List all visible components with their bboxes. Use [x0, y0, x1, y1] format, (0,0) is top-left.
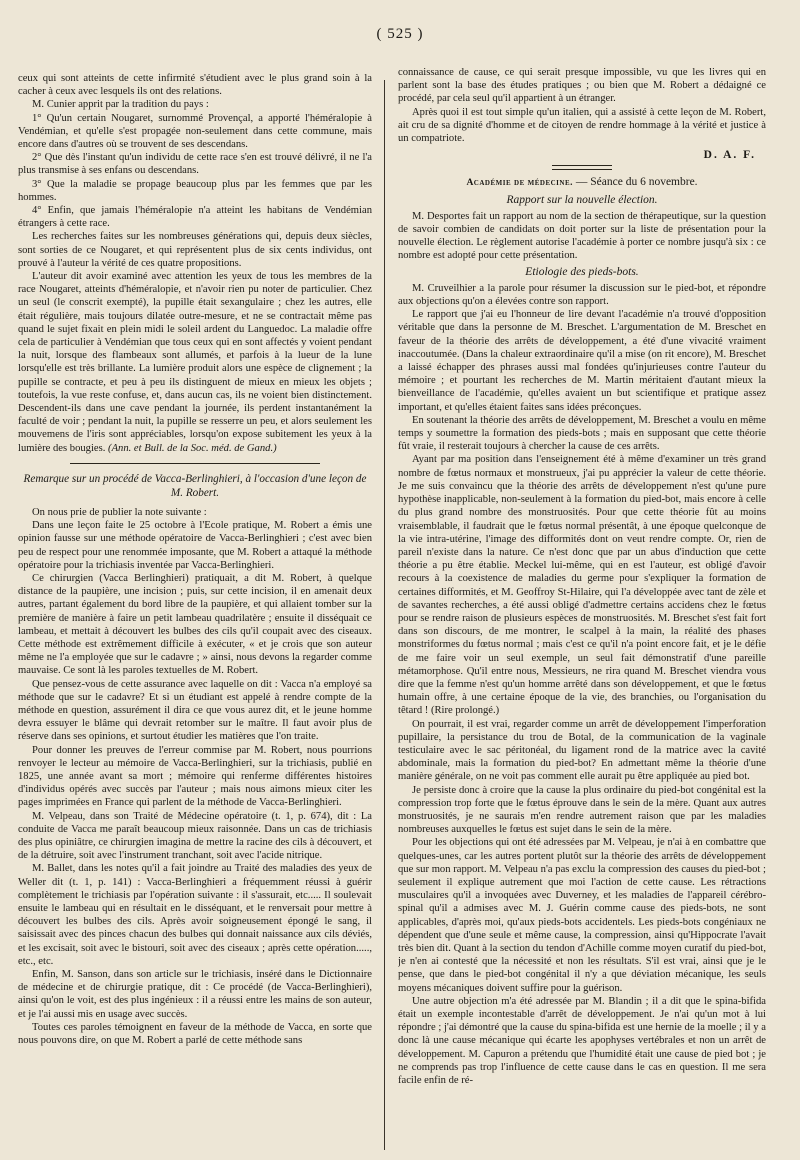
paragraph: En soutenant la théorie des arrêts de développement, M. Breschet a voulu en même temps y soumettre la formation des pieds-bots ; mais en supposant que cette théorie fût vraie, il resterait toujours à chercher la cause de ces arrêts. — [398, 414, 766, 453]
paragraph: Toutes ces paroles témoignent en faveur de la méthode de Vacca, en sorte que nous pouvons dire, on que M. Robert a parlé de cette méthode sans — [18, 1021, 372, 1047]
paragraph: Les recherches faites sur les nombreuses générations qui, depuis deux siècles, sont sorties de ce Nougaret, et qui représentent plus de six cents individus, ont prouvé à l'auteur la vérité de ces quatre propositions. — [18, 231, 372, 269]
paragraph: Que pensez-vous de cette assurance avec laquelle on dit : Vacca n'a employé sa méthode que sur le cadavre? Et si un étudiant est appelé à rendre compte de la méthode en question, assurément il dira ce que vous aurez dit, et le jeune homme devra essuyer le blâme qui devrait retomber sur le maître. Il faut avoir plus de réserve dans ses opinions, et surtout étudier les matières que l'on traite. — [18, 678, 372, 743]
paragraph — [18, 270, 372, 455]
left-column — [18, 72, 372, 1150]
section-rule — [552, 165, 612, 170]
right-column — [398, 66, 766, 1150]
paragraph-text: L'auteur dit avoir examiné avec attention les yeux de tous les membres de la race Nougaret, atteints d'héméralopie, et n'avoir rien pu noter de particulier. Chez un seul (le conscrit exempté), la pupille était sexangulaire ; chez les autres, elle était régulière, mais toujours dilatée outre-mesure, et ne se contractait même pas quand le sujet fixait en plein midi le soleil ardent du Languedoc. La maladie offre cela de particulier à Vendémian que tous ceux qui en sont affectés y voient pendant la nuit, lorsque des flambeaux sont allumés, et parfois à la lueur de la lune lorsqu'elle est très brillante. La lumière produit alors une espèce de clignement ; la pupille se contracte, et peu à peu ils distinguent de mieux en mieux les objets ; toutefois, la vue reste confuse, et, dans aucun cas, ils ne voient bien distinctement. Descendent-ils dans une cave pendant la journée, ils perdent instantanément la faculté de voir ; pendant la nuit, la pupille se resserre un peu, et alors seulement les mouvemens de l'iris sont appréciables, lorsqu'on expose subitement les yeux à la lumière des bougies. — [18, 271, 372, 454]
paragraph: ceux qui sont atteints de cette infirmité s'étudient avec le plus grand soin à la cacher à ceux avec lesquels ils ont des relations. — [18, 73, 372, 98]
paragraph: Ce chirurgien (Vacca Berlinghieri) pratiquait, a dit M. Robert, à quelque distance de la paupière, une incision ; puis, sur cette incision, il en amenait deux autres, partant également du bord libre de la paupière, et qui allaient tomber sur la première de manière à faire un petit lambeau quadrilatère ; ensuite il disséquait ce lambeau, et mettait à découvert les bulbes des cils qu'il coupait avec des ciseaux. Cette méthode est extrêmement difficile à exécuter, « et je crois que son auteur même ne l'a employée que sur le cadavre ; » ainsi, nous devons la regarder comme mauvaise. Ce sont là les paroles textuelles de M. Robert. — [18, 572, 372, 677]
paragraph: M. Velpeau, dans son Traité de Médecine opératoire (t. 1, p. 674), dit : La conduite de Vacca me paraît beaucoup mieux raisonnée. Dans un cas de trichiasis des plus opiniâtre, ce chirurgien imagina de mettre la racine des cils à découvert, et de la détruire, soit avec l'instrument tranchant, soit avec l'acide nitrique. — [18, 810, 372, 862]
paragraph: M. Cruveilhier a la parole pour résumer la discussion sur le pied-bot, et répondre aux objections qu'on a élevées contre son rapport. — [398, 282, 766, 308]
academy-label: Académie de médecine. — [466, 178, 573, 189]
paragraph: On pourrait, il est vrai, regarder comme un arrêt de développement l'imperforation pupillaire, la persistance du trou de Botal, de la communication de la vaginale testiculaire avec le sac péritonéal, du ligament rond de la matrice avec la cavité abdominale, mais la formation du pied-bot? En admettant même la théorie d'une manière générale, on ne voit pas comment elle aurait pu être appliquée au pied bot. — [398, 718, 766, 783]
paragraph: Enfin, M. Sanson, dans son article sur le trichiasis, inséré dans le Dictionnaire de médecine et de chirurgie pratique, dit : Ce procédé (de Vacca-Berlinghieri), ainsi qu'on le voit, est des plus ingénieux : il a réussi entre les mains de son auteur, et je l'ai aussi mis en usage avec succès. — [18, 969, 372, 1020]
paragraph: Le rapport que j'ai eu l'honneur de lire devant l'académie n'a trouvé d'opposition véritable que dans la personne de M. Breschet. L'argumentation de M. Breschet en faveur de la théorie des arrêts de développement, a été d'une vivacité vraiment inaccoutumée. (Dans la chaleur extraordinaire qu'il a mise (on rit encore), M. Breschet a laissé échapper des phrases aussi mal fondées qu'injurieuses contre l'auteur du mémoire ; et pourtant les recherches de M. Martin méritaient d'autant mieux la bienveillance de l'académie, qu'elles avaient un but scientifique et pratique assez important, et qu'elles étaient faites sans idées préconçues. — [398, 309, 766, 413]
paragraph: Pour les objections qui ont été adressées par M. Velpeau, je n'ai à en combattre que quelques-unes, car les autres portent plutôt sur la théorie des arrêts de développement que sur mon rapport. M. Velpeau n'a pas exclu la compression des causes du pied-bot ; seulement il explique autrement que moi l'action de cette cause. Les rétractions musculaires qu'il a invoquées avec Duverney, et les maladies de l'appareil cérébro-spinal qu'il a admises avec M. J. Guérin comme cause des pieds-bots, ne sont applicables, d'après moi, qu'aux pieds-bots accidentels. Les pieds-bots congéniaux ne dépendent que d'une seule et même cause, la compression, ainsi qu'Hippocrate l'avait très bien dit. Quant à la section du tendon d'Achille comme moyen curatif du pied-bot, je n'en ai contesté que la nécessité et non les résultats. S'il est vrai, ainsi que je le pense, que dans le pied-bot congénital il n'y a que déviation mécanique, les seuls moyens mécaniques doivent suffire pour la guérison. — [398, 837, 766, 994]
citation: (Ann. et Bull. de la Soc. méd. de Gand.) — [108, 442, 277, 454]
academy-session: — Séance du 6 novembre. — [575, 176, 698, 189]
paragraph: 1° Qu'un certain Nougaret, surnommé Provençal, a apporté l'héméralopie à Vendémian, et qu'elle s'est propagée non-seulement dans cette commune, mais encore dans d'autres où se trouvent de ses descendans. — [18, 112, 372, 151]
etiology-title: Etiologie des pieds-bots. — [525, 265, 639, 278]
academy-heading — [398, 176, 766, 190]
paragraph: 4° Enfin, que jamais l'héméralopie n'a atteint les habitans de Vendémian étrangers à cette race. — [18, 205, 372, 230]
paragraph: On nous prie de publier la note suivante : — [32, 506, 207, 518]
paragraph: Je persiste donc à croire que la cause la plus ordinaire du pied-bot congénital est la compression trop forte que le fœtus éprouve dans le sein de la mère. Quant aux autres monstruosités, je ne saurais m'en rendre autrement raison que par les maladies nombreuses auxquelles le fœtus est sujet dans le sein de la mère. — [398, 784, 766, 836]
paragraph: Une autre objection m'a été adressée par M. Blandin ; il a dit que le spina-bifida était un exemple incontestable d'arrêt de développement. Je n'ai qu'un mot à lui répondre ; j'ai démontré que la cause du spina-bifida est une hernie de la moelle ; il y a donc là une cause mécanique qui écarte les apophyses vertébrales et non un arrêt de développement. M. Capuron a prétendu que l'humidité était une cause de pied bot ; je ne comprends pas trop l'influence de cette cause dans le cas en question. Il me sera facile enfin de ré- — [398, 995, 766, 1087]
paragraph: Après quoi il est tout simple qu'un italien, qui a assisté à cette leçon de M. Robert, ait cru de sa dignité d'homme et de citoyen de rendre hommage à la vérité et justice à un compatriote. — [398, 106, 766, 145]
paragraph: M. Ballet, dans les notes qu'il a fait joindre au Traité des maladies des yeux de Weller dit (t. 1, p. 141) : Vacca-Berlinghieri a fréquemment réussi à guérir complètement le trichiasis par l'opération suivante : il s'assurait, etc..... Il soulevait ensuite le lambeau qui en résultait en le disséquant, et le renversait pour mettre à découvert les bulbes des cils. Après avoir soigneusement épongé le sang, il saisissait avec des pinces chacun des bulbes qui donnait naissance aux cils déviés, et les excisait, soit avec le bistouri, soit avec des ciseaux ; après cette opération....., etc., etc. — [18, 863, 372, 967]
paragraph: M. Cunier apprit par la tradition du pays : — [32, 99, 209, 111]
paragraph: 3° Que la maladie se propage beaucoup plus par les femmes que par les hommes. — [18, 178, 372, 203]
paragraph: M. Desportes fait un rapport au nom de la section de thérapeutique, sur la question de savoir combien de candidats on doit porter sur la liste de présentation pour la nouvelle élection. Le règlement autorise l'académie à porter ce nombre jusqu'à six : ce nombre est adopté pour cette présentation. — [398, 210, 766, 262]
page-number: ( 525 ) — [376, 26, 424, 42]
paragraph: Dans une leçon faite le 25 octobre à l'Ecole pratique, M. Robert a émis une opinion fausse sur une méthode opératoire de Vacca-Berlinghieri ; c'est avec bien peu de respect pour une renommée imposante, que M. Robert a attaqué la méthode opératoire pour la trichiasis inventée par Vacca-Berlinghieri. — [18, 520, 372, 571]
paragraph: 2° Que dès l'instant qu'un individu de cette race s'en est trouvé délivré, il ne l'a plus transmise à ses enfans ou descendans. — [18, 152, 372, 177]
report-title: Rapport sur la nouvelle élection. — [506, 193, 658, 206]
signature: D. A. F. — [703, 149, 756, 162]
paragraph: Pour donner les preuves de l'erreur commise par M. Robert, nous pourrions renvoyer le lecteur au mémoire de Vacca-Berlinghieri, sur la trichiasis, publié en 1825, une année avant sa mort ; mémoire qui renferme différentes histoires d'individus opérés avec succès par l'auteur ; mais nous aimons mieux citer les pages imprimées en France qui parlent de la méthode de Vacca-Berlinghieri. — [18, 744, 372, 809]
column-divider — [384, 80, 385, 1150]
paragraph: Ayant par ma position dans l'enseignement été à même d'examiner un très grand nombre de fœtus normaux et monstrueux, j'ai pu apprécier la valeur de cette théorie. Je me suis convaincu que la théorie des arrêts de développement n'est qu'une pure hypothèse inapplicable, non-seulement à la formation du pied-bot, mais encore à celle du plus grand nombre des monstruosités. Pour que cette théorie fût au moins vraisemblable, il faudrait que le fœtus normal présentât, à une époque quelconque de la vie intra-utérine, l'image des difformités dont on veut rendre compte. Or, rien de pareil n'existe dans la nature. Ce n'est donc que par un abus d'induction que cette théorie a pu être établie. Meckel lui-même, qui en est l'auteur, est obligé d'avoir recours à la coexistence de maladies du germe pour s'expliquer la formation de certaines difformités, et M. Geoffroy St-Hilaire, qui l'a développée avec tant de zèle et de savantes recherches, a été aussi obligé d'admettre certains accidens chez le fœtus pour se rendre raison de plusieurs espèces de monstruosités. M. Breschet s'est fait fort dans son discours, de me montrer, le scalpel à la main, la réalité des phases monstriformes du fœtus normal ; mais c'est ce qu'il n'a point encore fait, et je le défie de me faire voir un seul exemple, un seul fait démonstratif d'une pareille métamorphose. Qu'il entre nous, Messieurs, ne rira quand M. Breschet viendra vous dire que la femme n'est qu'un homme arrêté dans son développement, et que le fœtus humain offre, à une certaine époque de la vie, des branchies, ou l'organisation du têtard ! (Rire prolongé.) — [398, 454, 766, 717]
section-rule — [70, 463, 320, 466]
paragraph: connaissance de cause, ce qui serait presque impossible, vu que les livres qui en parlent sont la base des études pratiques ; ou bien que M. Robert a dédaigné ce procédé, par cela seul qu'il appartient à un étranger. — [398, 67, 766, 105]
section-title: Remarque sur un procédé de Vacca-Berlinghieri, à l'occasion d'une leçon de M. Robert. — [23, 472, 367, 499]
